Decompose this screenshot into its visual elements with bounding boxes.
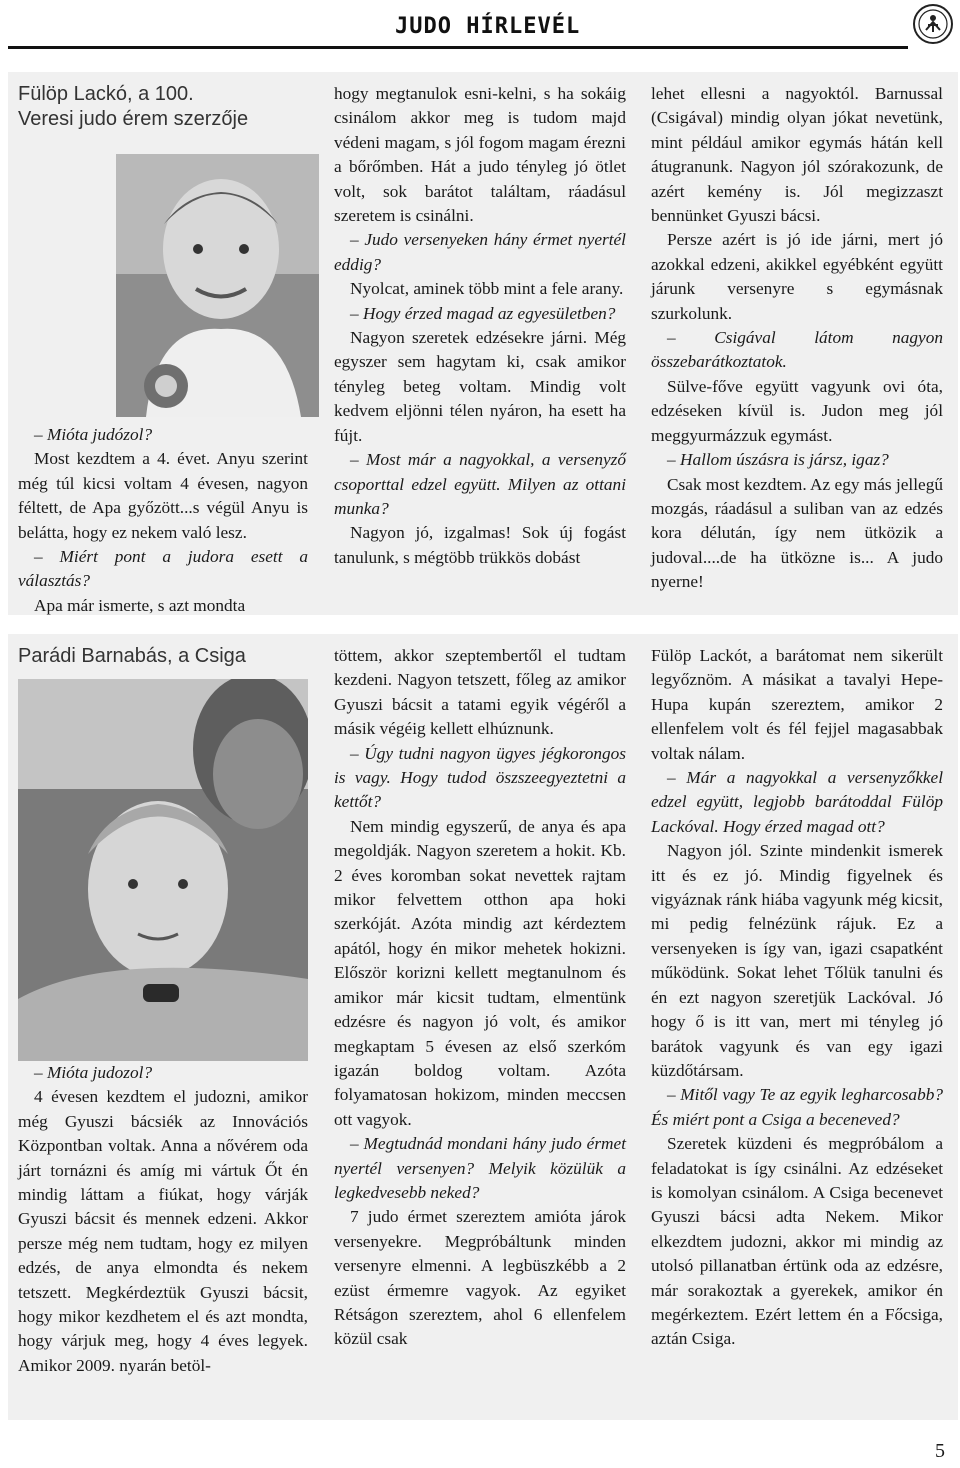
interview-answer: Most kezdtem a 4. évet. Anyu szerint még túl kicsi voltam 4 évesen, nagyon féltett, de Apa győzött...s végül Anyu is belátta, hogy ez nekem való lesz. — [18, 449, 308, 542]
interview-answer: Nagyon jól. Szinte mindenkit ismerek itt és ez jó. Mindig figyelnek és vigyáznak ránk hiába vagyunk még kicsit, mi pedig felnézünk rájuk. Ez a versenyeken is így van, igazi csapatként működünk. Sokat lehet Tőlük tanulni és én ezt nagyon szeretjük Lackóval. Jó hogy ő is itt van, mert mi tényleg jó barátok vagyunk és van egy igazi küzdőtársam. — [651, 841, 943, 1080]
interview-question: – Judo versenyeken hány érmet nyertél eddig? — [334, 230, 626, 274]
interview-question: – Mióta judózol? — [34, 425, 153, 444]
interview-answer: hogy megtanulok esni-kelni, s ha sokáig csinálom akkor meg is tudom majd védeni magam, s jól fogom magam érezni a bőrőmben. Hát a judo tényleg jó ötlet volt, sok barátot találtam, ráadásul szeretem is csinálni. — [334, 84, 626, 226]
interview-answer: Nagyon jó, izgalmas! Sok új fogást tanulunk, s mégtöbb trükkös dobást — [334, 523, 626, 567]
interview-answer: Nem mindig egyszerű, de anya és apa megoldják. Nagyon szeretem a hokit. Kb. 2 éves koromban sokat nevettek rajtam mikor felvettem otthon apa hoki szerkóját. Azóta mindig azt kérdeztem apától, hogy én mikor mehetek hokizni. Először korizni kellett megtanulnom és amikor már kicsit tudtam, elmentünk edzésre és nagyon jó volt, és amikor megkaptam 5 évesen az első szerkóm igazán boldog voltam. Azóta folyamatosan hokizom, minden meccsen ott vagyok. — [334, 816, 626, 1129]
interview-answer: Sülve-főve együtt vagyunk ovi óta, edzéseken kívül is. Judon meg jól meggyurmázzuk egymást. — [651, 376, 943, 445]
article-lacko-text-col-1 — [18, 423, 308, 618]
page-number: 5 — [935, 1440, 945, 1462]
interview-answer: 7 judo érmet szereztem amióta járok versenyekre. Megpróbáltunk minden versenyre elmenni. A legbüszkébb a 2 ezüst érmemre vagyok. Az egyiket Rétságon szereztem, ahol 6 ellenfelem közül csak — [334, 1207, 626, 1349]
interview-answer: 4 évesen kezdtem el judozni, amikor még Gyuszi bácsiék az Innovációs Központban voltak. Anna a nővérem oda járt tornázni és amíg mi vártuk Őt én mindig láttam a fiúkat, hogy várják Gyuszi bácsit és mennek edzeni. Akkor persze még nem tudtam, hogy ez milyen edzés, de anya elmondta és nekem tetszett. Megkérdeztük Gyuszi bácsit, hogy mikor kezdhetem el és azt mondta, hogy várjuk meg, hogy 4 éves legyek. Amikor 2009. nyarán betöl- — [18, 1087, 308, 1375]
article-lacko-text-col-3 — [651, 82, 943, 595]
interview-question: – Csigával látom nagyon összebarátkoztatok. — [651, 328, 943, 372]
interview-question: – Mióta judozol? — [34, 1063, 153, 1082]
interview-answer: Szeretek küzdeni és megpróbálom a feladatokat is így csinálni. Az edzéseket is komolyan csinálom. A Csiga becenevet Gyuszi bácsi adta Nekem. Mikor elkezdtem judozni, akkor mi mindig az utolsó pillanatban értünk oda az edzésre, már sorakoztak a gyerekek, amikor én megérkeztem. Ezért lettem én a Főcsiga, aztán Csiga. — [651, 1134, 943, 1349]
interview-question: – Már a nagyokkal a versenyzőkkel edzel együtt, legjobb barátoddal Fülöp Lackóval. Hogy érzed magad ott? — [651, 768, 943, 836]
interview-question: – Miért pont a judora esett a választás? — [18, 547, 308, 591]
article-lacko-column-1 — [18, 82, 308, 618]
interview-answer: Fülöp Lackót, a barátomat nem sikerült legyőznöm. A másikat a tavalyi Hepe-Hupa kupán szereztem, amikor 2 ellenfelem volt és fél fejjel magasabbak voltak nálam. — [651, 646, 943, 763]
interview-answer: Nagyon szeretek edzésekre járni. Még egyszer sem hagytam ki, csak amikor tényleg beteg voltam. Mindig volt kedvem eljönni télen nyáron, ha esett ha fújt. — [334, 328, 626, 445]
interview-answer: Persze azért is jó ide járni, mert jó azokkal edzeni, akikkel egyébként együtt járunk versenyre s egymásnak szurkolunk. — [651, 230, 943, 323]
article-barnabas — [8, 634, 958, 1420]
interview-question: – Most már a nagyokkal, a versenyző csoporttal edzel együtt. Milyen az ottani munka? — [334, 450, 626, 518]
interview-answer: lehet ellesni a nagyoktól. Barnussal (Csigával) mindig olyan jókat nevetünk, mint például amikor egymás hátán kell átugranunk. Nagyon jól szórakozunk, de azért kemény is. Jól megizzaszt bennünket Gyuszi bácsi. — [651, 84, 943, 226]
article-barnabas-text-col-1 — [18, 1061, 308, 1378]
interview-question: – Úgy tudni nagyon ügyes jégkorongos is vagy. Hogy tudod öszszeegyeztetni a kettőt? — [334, 743, 626, 812]
article-barnabas-text-col-2 — [334, 644, 626, 1352]
interview-answer: Nyolcat, aminek több mint a fele arany. — [350, 279, 624, 299]
interview-question: – Mitől vagy Te az egyik legharcosabb? És miért pont a Csiga a beceneved? — [651, 1085, 943, 1129]
interview-answer: Apa már ismerte, s azt mondta — [34, 595, 246, 615]
boy-with-coach-photo — [18, 679, 308, 1061]
interview-question: – Hogy érzed magad az egyesületben? — [350, 303, 616, 323]
interview-answer: Csak most kezdtem. Az egy más jellegű mozgás, ráadásul a suliban van az edzés kora délután, így nem ütközik a judoval....de ha ütközne is... A judo nyerne! — [651, 474, 943, 592]
newsletter-title: JUDO HÍRLEVÉL — [395, 14, 581, 39]
boy-with-medal-photo — [116, 154, 319, 417]
heading-line-1: Fülöp Lackó, a 100. — [18, 83, 194, 105]
article-lacko — [8, 72, 958, 615]
article-barnabas-heading: Parádi Barnabás, a Csiga — [18, 645, 246, 667]
interview-question: – Megtudnád mondani hány judo érmet nyertél versenyen? Melyik közülük a legkedvesebb neked? — [334, 1134, 626, 1202]
interview-question: – Hallom úszásra is jársz, igaz? — [667, 450, 889, 470]
article-barnabas-text-col-3 — [651, 644, 943, 1352]
interview-answer: töttem, akkor szeptembertől el tudtam kezdeni. Nagyon tetszett, főleg az amikor Gyuszi bácsit a tatami egyik végéről a másik végéig kellett elhúznunk. — [334, 646, 626, 739]
article-lacko-heading — [18, 82, 308, 132]
judo-club-logo-icon — [912, 3, 954, 45]
header-rule — [8, 46, 908, 49]
heading-line-2: Veresi judo érem szerzője — [18, 108, 249, 130]
article-lacko-text-col-2 — [334, 82, 626, 570]
article-barnabas-column-1 — [18, 644, 308, 1378]
